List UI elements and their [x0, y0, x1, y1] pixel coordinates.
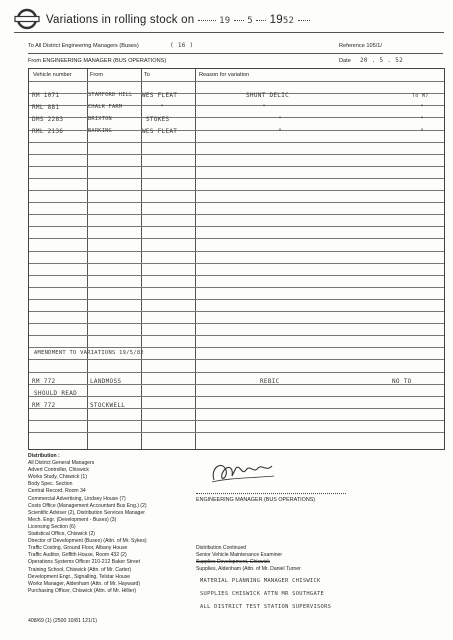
table-row-rule [29, 372, 444, 373]
distribution-list [28, 453, 196, 595]
col-vehicle-number: Vehicle number [33, 72, 72, 78]
late-row3-vehicle: RM 772 [32, 402, 56, 409]
table-row-rule [29, 81, 444, 82]
table-row-rule [29, 420, 444, 421]
date-value: 20 . 5 . 52 [360, 57, 404, 64]
col-from: From [90, 72, 104, 78]
reference-label: Reference 105/1/ [339, 43, 382, 49]
london-transport-roundel-icon [14, 8, 40, 30]
distribution-item: Training School, Chiswick (Attn. of Mr. Carter) [28, 566, 132, 573]
table-row-rule [29, 226, 444, 227]
row4-to: WES FLEAT [142, 128, 178, 135]
title-year-prefix: 19 [269, 14, 283, 26]
distribution-item: Works Manager, Aldenham (Attn. of Mr. Hayward) [28, 580, 141, 587]
table-row-rule [29, 432, 444, 433]
continued-item-struck: Supplies Development, Chiswick [196, 559, 270, 566]
table-row-rule [29, 287, 444, 288]
distribution-item: All District General Managers [28, 460, 95, 467]
late-row1-from: LANDMOSS [90, 378, 122, 385]
table-row-rule [29, 323, 444, 324]
row3-extra: " [420, 116, 424, 123]
distribution-heading: Distribution : [28, 453, 60, 459]
row1-extra: To M7 [412, 93, 429, 99]
amendment-note: AMENDMENT TO VARIATIONS 19/5/82 [34, 350, 144, 356]
title-year: 52 [282, 16, 295, 26]
table-row-rule [29, 263, 444, 264]
row3-reason: " [278, 116, 282, 123]
table-row-rule [29, 214, 444, 215]
late-row3-from: STOCKWELL [90, 402, 126, 409]
distribution-item: Traffic Auditor, Griffith House, Room 432 (2) [28, 552, 127, 559]
signature-scrawl [208, 456, 278, 490]
row4-vehicle: RML 2136 [32, 128, 64, 135]
late-row1-reason: REBIC [260, 378, 280, 385]
from-line: From ENGINEERING MANAGER (BUS OPERATIONS) [28, 58, 167, 64]
row4-from: BARKING [88, 128, 112, 134]
form-title [46, 14, 310, 26]
row4-extra: " [420, 128, 424, 135]
row2-extra: " [420, 104, 424, 111]
row2-to: " [160, 104, 164, 111]
continued-item: Supplies, Aldenham (Attn. of Mr. Daniel Turner [196, 566, 301, 573]
table-row-rule [29, 154, 444, 155]
handwritten-addressee: ALL DISTRICT TEST STATION SUPERVISORS [200, 604, 332, 610]
row1-vehicle: RM 1071 [32, 92, 60, 99]
form-footer-code: 408/69 (1) (2500 10/81 121/1) [28, 618, 97, 624]
table-row-rule [29, 359, 444, 360]
distribution-item: Statistical Office, Chiswick (2) [28, 531, 95, 538]
row1-to: WES FLEAT [142, 92, 178, 99]
row3-to: STOKES [146, 116, 170, 123]
table-row-rule [29, 347, 444, 348]
row3-from: BRIXTON [88, 116, 112, 122]
table-row-rule [29, 311, 444, 312]
row2-reason: " [262, 104, 266, 111]
handwritten-addressee: MATERIAL PLANNING MANAGER CHISWICK [200, 578, 321, 584]
late-row1-extra: NO TO [392, 378, 412, 385]
distribution-item: Traffic Costing, Ground Floor, Albany House [28, 545, 128, 552]
table-row-rule [29, 299, 444, 300]
title-month: 5 [247, 16, 253, 26]
table-row-rule [29, 238, 444, 239]
to-handwritten-count: ( 16 ) [170, 42, 194, 49]
distribution-item: Body Spec. Section [28, 481, 73, 488]
distribution-item: Mech. Engr. (Development - Buses) (3) [28, 516, 117, 523]
col-reason: Reason for variation [199, 72, 250, 78]
distribution-item: Development Engr., Signalling, Telstar House [28, 573, 131, 580]
row1-from: STAMFORD HILL [88, 92, 133, 98]
table-row-rule [29, 335, 444, 336]
row2-from: CHALK FARM [88, 104, 123, 110]
col-divider [141, 69, 142, 449]
distribution-item: Advert Controller, Chiswick [28, 467, 89, 474]
row1-reason: SHUNT DELIC [246, 92, 290, 99]
row2-vehicle: RML 881 [32, 104, 60, 111]
table-row-rule [29, 178, 444, 179]
distribution-item: Commercial Advertising, Lindsey House (7) [28, 495, 126, 502]
distribution-item: Director of Development (Buses) (Attn. of Mr. Sykes) [28, 538, 147, 545]
col-divider [195, 69, 196, 449]
table-row-rule [29, 396, 444, 397]
table-row-rule [29, 166, 444, 167]
late-row2-vehicle: SHOULD READ [34, 390, 78, 397]
continued-item: Senior Vehicle Maintenance Examiner [196, 552, 283, 559]
to-line: To All District Engineering Managers (Buses) [28, 43, 139, 49]
distribution-item: Central Record, Room 34 [28, 488, 86, 495]
distribution-item: Purchasing Officer, Chiswick (Attn. of Mr. Hillier) [28, 587, 137, 594]
col-divider [87, 69, 88, 449]
signature-rule [196, 493, 346, 494]
row3-vehicle: DMS 2283 [32, 116, 64, 123]
to-rule [28, 53, 443, 54]
signer-title: ENGINEERING MANAGER (BUS OPERATIONS) [196, 497, 316, 503]
row4-reason: " [278, 128, 282, 135]
distribution-item: Licensing Section (6) [28, 523, 76, 530]
table-row-rule [29, 251, 444, 252]
distribution-item: Works Study, Chiswick (1) [28, 474, 87, 481]
table-row-rule [29, 190, 444, 191]
distribution-item: Operations Systems Officer 210-212 Baker Street [28, 559, 141, 566]
distribution-item: Costs Office (Management Accountant Bus Eng.) (2) [28, 502, 147, 509]
date-label: Date [339, 58, 351, 64]
late-row1-vehicle: RM 772 [32, 378, 56, 385]
col-to: To [144, 72, 150, 78]
title-day: 19 [219, 16, 231, 26]
form-title-text: Variations in rolling stock on [46, 14, 195, 26]
table-row-rule [29, 142, 444, 143]
distribution-continued [196, 545, 436, 573]
continued-heading: Distribution Continued [196, 545, 247, 551]
title-rule [14, 32, 444, 33]
distribution-item: Scientific Adviser (2), Distribution Services Manager [28, 509, 145, 516]
table-row-rule [29, 275, 444, 276]
table-row-rule [29, 202, 444, 203]
variations-table [28, 68, 445, 450]
handwritten-addressee: SUPPLIES CHISWICK ATTN MR SOUTHGATE [200, 591, 325, 597]
